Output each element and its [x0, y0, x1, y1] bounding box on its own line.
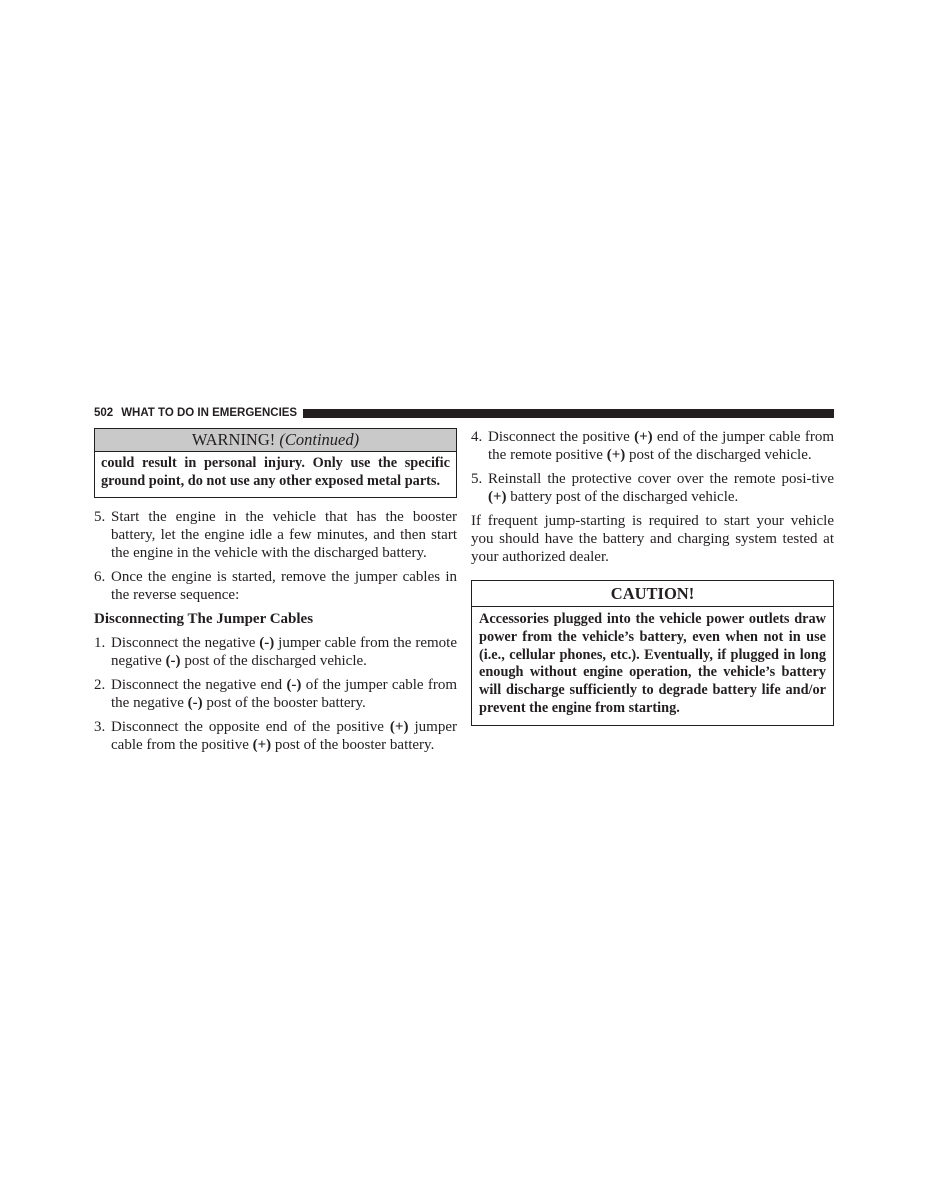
disconnect-step-5 [471, 470, 834, 506]
subheading: Disconnecting The Jumper Cables [94, 610, 314, 627]
page-header [94, 405, 834, 421]
disconnect-step-4 [471, 428, 834, 464]
warning-text: could result in personal injury. Only use the specific ground point, do not use any other exposed metal parts. [101, 455, 450, 489]
caution-box [471, 580, 834, 726]
disconnect-step-2 [94, 676, 457, 712]
step-text: Reinstall the protective cover over the remote posi-tive (+) battery post of the discharged vehicle. [488, 471, 834, 505]
page-number: 502 [94, 407, 114, 419]
step-text: Disconnect the negative (-) jumper cable from the remote negative (-) post of the discharged vehicle. [111, 634, 457, 669]
step-number: 5. [94, 508, 106, 525]
step-text: Disconnect the positive (+) end of the jumper cable from the remote positive (+) post of the discharged vehicle. [488, 429, 834, 463]
dealer-paragraph: If frequent jump-starting is required to start your vehicle you should have the battery and charging system tested at your authorized dealer. [471, 513, 834, 565]
disconnect-step-3 [94, 718, 457, 754]
step-number: 6. [94, 568, 106, 585]
step-number: 5. [471, 471, 483, 487]
disconnect-step-1 [94, 634, 457, 670]
step-text: Start the engine in the vehicle that has the booster battery, let the engine idle a few minutes, and then start the engine in the vehicle with the discharged battery. [111, 508, 457, 561]
right-column [471, 428, 834, 726]
caution-text: Accessories plugged into the vehicle power outlets draw power from the vehicle’s battery, even when not in use (i.e., cellular phones, etc.). Eventually, if plugged in long enough without engine operation, the vehicle’s battery will discharge sufficiently to degrade battery life and/or prevent the engine from starting. [479, 611, 826, 716]
header-rule [303, 409, 834, 418]
step-6 [94, 568, 457, 604]
left-column [94, 428, 457, 754]
step-text: Disconnect the negative end (-) of the jumper cable from the negative (-) post of the booster battery. [111, 676, 457, 711]
section-title: WHAT TO DO IN EMERGENCIES [121, 407, 298, 419]
step-text: Once the engine is started, remove the jumper cables in the reverse sequence: [111, 568, 457, 603]
warning-box [94, 428, 457, 498]
warning-continued: (Continued) [279, 430, 360, 449]
step-5 [94, 508, 457, 562]
step-text: Disconnect the opposite end of the positive (+) jumper cable from the positive (+) post of the booster battery. [111, 718, 457, 753]
warning-heading [95, 429, 456, 452]
caution-title: CAUTION! [472, 581, 833, 607]
step-number: 4. [471, 429, 483, 445]
step-number: 2. [94, 676, 106, 693]
warning-title: WARNING! [191, 430, 276, 449]
step-number: 3. [94, 718, 106, 735]
step-number: 1. [94, 634, 106, 651]
